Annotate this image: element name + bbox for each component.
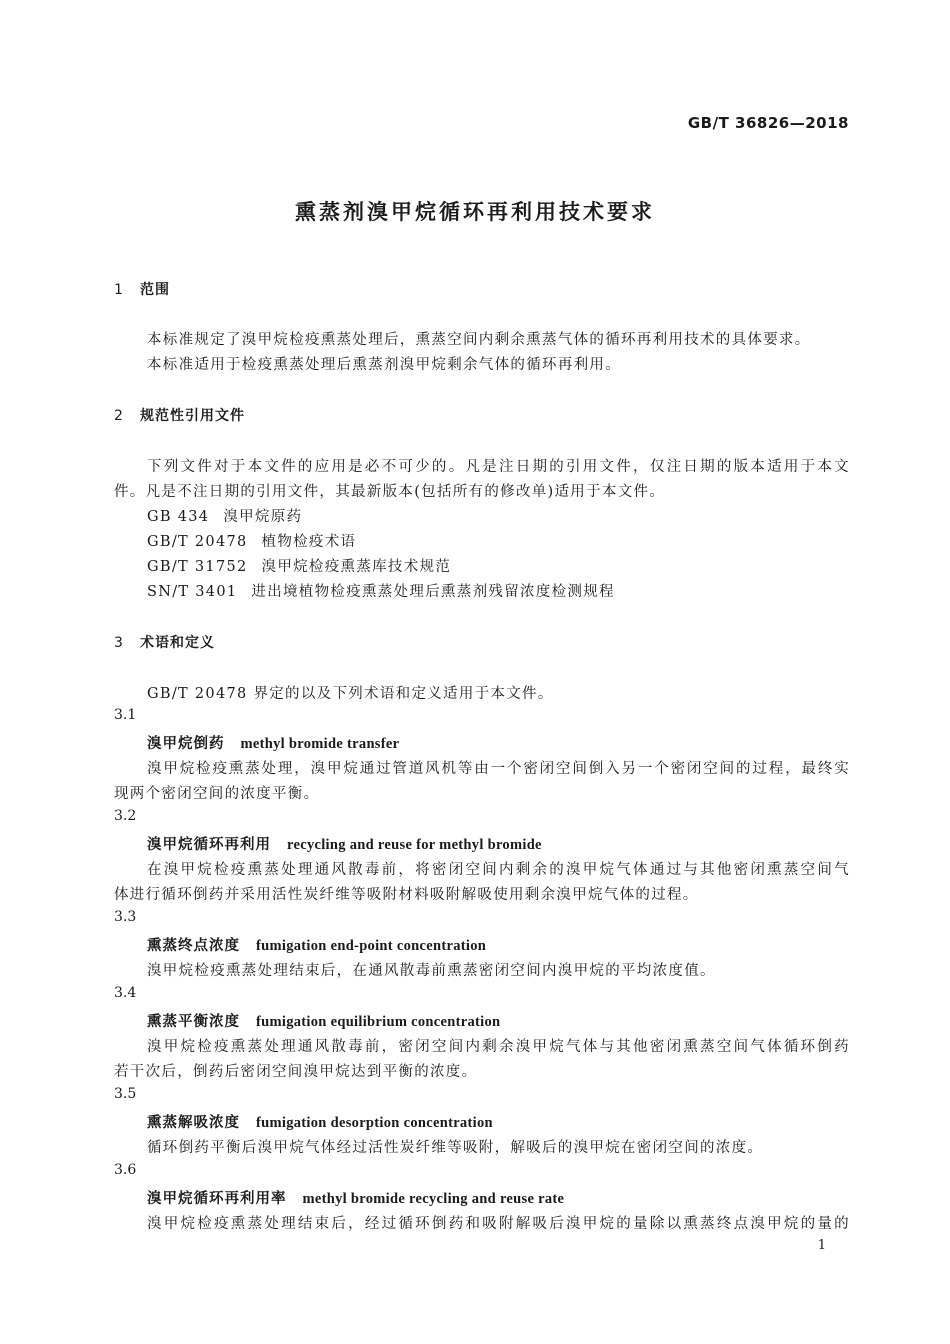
- term-english: recycling and reuse for methyl bromide: [287, 837, 542, 853]
- section-title: 术语和定义: [140, 635, 215, 651]
- term-number: 3.2: [114, 808, 137, 824]
- definition-line: 循环倒药平衡后溴甲烷气体经过活性炭纤维等吸附，解吸后的溴甲烷在密闭空间的浓度。: [147, 1140, 764, 1156]
- definition-line: 若干次后，倒药后密闭空间溴甲烷达到平衡的浓度。: [114, 1064, 478, 1080]
- definition-line: 溴甲烷检疫熏蒸处理，溴甲烷通过管道风机等由一个密闭空间倒入另一个密闭空间的过程，最终实: [147, 761, 850, 777]
- section-title: 范围: [140, 282, 170, 298]
- term-chinese: 熏蒸解吸浓度: [147, 1115, 240, 1131]
- term-chinese: 溴甲烷倒药: [147, 736, 225, 752]
- term-chinese: 溴甲烷循环再利用: [147, 837, 271, 853]
- term-number: 3.6: [114, 1162, 137, 1178]
- reference-code: GB/T 20478: [147, 534, 248, 550]
- paragraph-line: 下列文件对于本文件的应用是必不可少的。凡是注日期的引用文件，仅注日期的版本适用于本文: [147, 459, 850, 475]
- section-number: 3: [114, 635, 124, 651]
- term-heading: [147, 934, 486, 955]
- term-number: 3.4: [114, 985, 137, 1001]
- term-heading: [147, 1187, 564, 1208]
- reference-code: GB/T 31752: [147, 559, 248, 575]
- paragraph: 本标准规定了溴甲烷检疫熏蒸处理后，熏蒸空间内剩余熏蒸气体的循环再利用技术的具体要求。: [147, 332, 811, 348]
- reference-title: 溴甲烷检疫熏蒸库技术规范: [261, 559, 452, 575]
- paragraph: 本标准适用于检疫熏蒸处理后熏蒸剂溴甲烷剩余气体的循环再利用。: [147, 357, 621, 373]
- section-number: 1: [114, 282, 124, 298]
- paragraph: GB/T 20478 界定的以及下列术语和定义适用于本文件。: [147, 686, 554, 702]
- reference-code: GB 434: [147, 509, 210, 525]
- section-2-heading: [114, 405, 245, 425]
- reference-item: [147, 530, 850, 551]
- section-title: 规范性引用文件: [140, 408, 245, 424]
- term-english: fumigation end-point concentration: [256, 938, 487, 954]
- term-chinese: 溴甲烷循环再利用率: [147, 1191, 287, 1207]
- term-number: 3.5: [114, 1086, 137, 1102]
- definition-line: 溴甲烷检疫熏蒸处理结束后，在通风散毒前熏蒸密闭空间内溴甲烷的平均浓度值。: [147, 963, 716, 979]
- term-heading: [147, 1010, 500, 1031]
- term-english: fumigation desorption concentration: [256, 1115, 493, 1131]
- standard-code: GB/T 36826—2018: [687, 114, 849, 132]
- definition-line: 体进行循环倒药并采用活性炭纤维等吸附材料吸附解吸使用剩余溴甲烷气体的过程。: [114, 887, 699, 903]
- reference-item: [147, 555, 850, 576]
- term-heading: [147, 833, 542, 854]
- reference-title: 溴甲烷原药: [223, 509, 303, 525]
- paragraph-line: 件。凡是不注日期的引用文件，其最新版本(包括所有的修改单)适用于本文件。: [114, 484, 666, 500]
- reference-title: 进出境植物检疫熏蒸处理后熏蒸剂残留浓度检测规程: [251, 584, 615, 600]
- document-title: 熏蒸剂溴甲烷循环再利用技术要求: [295, 200, 655, 224]
- term-english: methyl bromide transfer: [240, 736, 400, 752]
- term-heading: [147, 732, 399, 753]
- term-number: 3.3: [114, 909, 137, 925]
- definition-line: 溴甲烷检疫熏蒸处理通风散毒前，密闭空间内剩余溴甲烷气体与其他密闭熏蒸空间气体循环倒药: [147, 1039, 850, 1055]
- reference-item: [147, 505, 850, 526]
- reference-item: [147, 580, 850, 601]
- term-chinese: 熏蒸终点浓度: [147, 938, 240, 954]
- term-english: fumigation equilibrium concentration: [256, 1014, 501, 1030]
- term-heading: [147, 1111, 493, 1132]
- reference-code: SN/T 3401: [147, 584, 238, 600]
- reference-title: 植物检疫术语: [261, 534, 357, 550]
- page-number: 1: [817, 1238, 826, 1253]
- definition-line: 在溴甲烷检疫熏蒸处理通风散毒前，将密闭空间内剩余的溴甲烷气体通过与其他密闭熏蒸空间气: [147, 862, 850, 878]
- definition-line: 现两个密闭空间的浓度平衡。: [114, 786, 320, 802]
- definition-line: 溴甲烷检疫熏蒸处理结束后，经过循环倒药和吸附解吸后溴甲烷的量除以熏蒸终点溴甲烷的量的: [147, 1216, 850, 1232]
- term-english: methyl bromide recycling and reuse rate: [302, 1191, 565, 1207]
- term-chinese: 熏蒸平衡浓度: [147, 1014, 240, 1030]
- term-number: 3.1: [114, 707, 137, 723]
- section-1-heading: [114, 279, 170, 299]
- section-number: 2: [114, 408, 124, 424]
- section-3-heading: [114, 632, 215, 652]
